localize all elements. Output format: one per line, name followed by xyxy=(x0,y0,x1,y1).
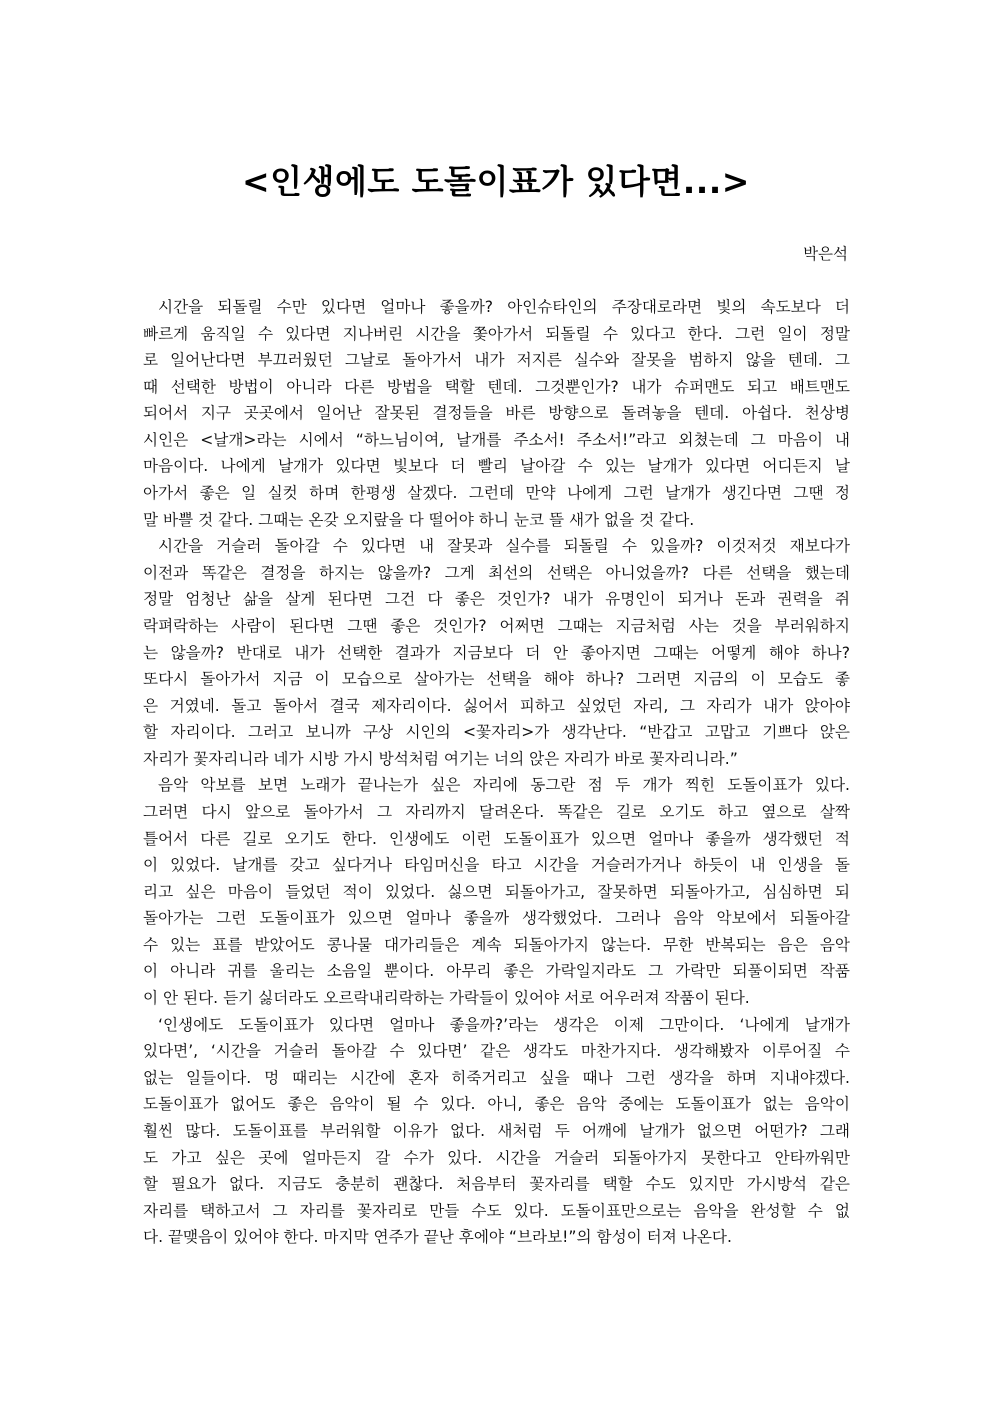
essay-body xyxy=(143,294,850,1251)
text-line: 시간을 되돌릴 수만 있다면 얼마나 좋을까? 아인슈타인의 주장대로라면 빛의 속도보다 더 xyxy=(158,298,850,316)
text-line: 도돌이표가 없어도 좋은 음악이 될 수 있다. 아니, 좋은 음악 중에는 도돌이표가 없는 음악이 xyxy=(143,1095,850,1114)
text-line: 틀어서 다른 길로 오기도 한다. 인생에도 이런 도돌이표가 있으면 얼마나 좋을까 생각했던 적 xyxy=(143,829,850,848)
text-line: 또다시 돌아가서 지금 이 모습으로 살아가는 선택을 해야 하나? 그러면 지금의 이 모습도 좋 xyxy=(143,670,850,689)
text-line: ‘인생에도 도돌이표가 있다면 얼마나 좋을까?’라는 생각은 이제 그만이다. ‘나에게 날개가 xyxy=(158,1015,850,1034)
text-line: 있다면’, ‘시간을 거슬러 돌아갈 수 있다면’ 같은 생각도 마찬가지다. 생각해봤자 이루어질 수 xyxy=(143,1042,850,1061)
text-line: 이전과 똑같은 결정을 하지는 않을까? 그게 최선의 선택은 아니었을까? 다른 선택을 했는데 xyxy=(143,563,850,582)
text-line: 할 필요가 없다. 지금도 충분히 괜찮다. 처음부터 꽃자리를 택할 수도 있지만 가시방석 같은 xyxy=(143,1175,850,1194)
text-line: 그러면 다시 앞으로 돌아가서 그 자리까지 달려온다. 똑같은 길로 오기도 하고 옆으로 살짝 xyxy=(143,802,850,821)
text-line: 할 자리이다. 그러고 보니까 구상 시인의 <꽃자리>가 생각난다. “반갑고 고맙고 기쁘다 앉은 xyxy=(143,723,850,742)
text-line: 수 있는 표를 받았어도 콩나물 대가리들은 계속 되돌아가지 않는다. 무한 반복되는 음은 음악 xyxy=(143,935,850,954)
text-line: 음악 악보를 보면 노래가 끝나는가 싶은 자리에 동그란 점 두 개가 찍힌 도돌이표가 있다. xyxy=(158,776,850,795)
text-line: 아가서 좋은 일 실컷 하며 한평생 살겠다. 그런데 만약 나에게 그런 날개가 생긴다면 그땐 정 xyxy=(143,484,850,503)
text-line: 자리를 택하고서 그 자리를 꽃자리로 만들 수도 있다. 도돌이표만으로는 음악을 완성할 수 없 xyxy=(143,1201,850,1220)
text-line: 시인은 <날개>라는 시에서 “하느님이여, 날개를 주소서! 주소서!”라고 외쳤는데 그 마음이 내 xyxy=(143,430,850,449)
text-line: 없는 일들이다. 멍 때리는 시간에 혼자 히죽거리고 싶을 때나 그런 생각을 하며 지내야겠다. xyxy=(143,1068,850,1087)
text-line: 리고 싶은 마음이 들었던 적이 있었다. 싫으면 되돌아가고, 잘못하면 되돌아가고, 심심하면 되 xyxy=(143,882,850,901)
text-line: 때 선택한 방법이 아니라 다른 방법을 택할 텐데. 그것뿐인가? 내가 슈퍼맨도 되고 배트맨도 xyxy=(143,377,850,396)
text-line: 자리가 꽃자리니라 네가 시방 가시 방석처럼 여기는 너의 앉은 자리가 바로 꽃자리니라.” xyxy=(143,749,738,768)
text-line: 정말 엄청난 삶을 살게 된다면 그건 다 좋은 것인가? 내가 유명인이 되거나 돈과 권력을 쥐 xyxy=(143,590,850,609)
text-line: 이 아니라 귀를 울리는 소음일 뿐이다. 아무리 좋은 가락일지라도 그 가락만 되풀이되면 작품 xyxy=(143,962,850,981)
text-line: 다. 끝맺음이 있어야 한다. 마지막 연주가 끝난 후에야 “브라보!”의 함성이 터져 나온다. xyxy=(143,1228,732,1247)
author-name: 박은석 xyxy=(803,245,848,263)
text-line: 되어서 지구 곳곳에서 일어난 잘못된 결정들을 바른 방향으로 돌려놓을 텐데. 아쉽다. 천상병 xyxy=(143,404,850,423)
text-line: 로 일어난다면 부끄러웠던 그날로 돌아가서 내가 저지른 실수와 잘못을 범하지 않을 텐데. 그 xyxy=(143,351,850,370)
text-line: 훨씬 많다. 도돌이표를 부러워할 이유가 없다. 새처럼 두 어깨에 날개가 없으면 어떤가? 그래 xyxy=(143,1121,850,1140)
text-line: 이 있었다. 날개를 갖고 싶다거나 타임머신을 타고 시간을 거슬러가거나 하듯이 내 인생을 돌 xyxy=(143,856,850,875)
text-line: 말 바쁠 것 같다. 그때는 온갖 오지랖을 다 떨어야 하니 눈코 뜰 새가 없을 것 같다. xyxy=(143,510,695,529)
text-line: 마음이다. 나에게 날개가 있다면 빛보다 더 빨리 날아갈 수 있는 날개가 있다면 어디든지 날 xyxy=(143,457,850,476)
text-line: 는 않을까? 반대로 내가 선택한 결과가 지금보다 더 안 좋아지면 그때는 어떻게 해야 하나? xyxy=(143,643,850,662)
text-line: 락펴락하는 사람이 된다면 그땐 좋은 것인가? 어쩌면 그때는 지금처럼 사는 것을 부러워하지 xyxy=(143,616,850,635)
text-line: 은 거였네. 돌고 돌아서 결국 제자리이다. 싫어서 피하고 싶었던 자리, 그 자리가 내가 앉아야 xyxy=(143,696,850,715)
text-line: 이 안 된다. 듣기 싫더라도 오르락내리락하는 가락들이 있어야 서로 어우러져 작품이 된다. xyxy=(143,989,750,1008)
text-line: 도 가고 싶은 곳에 얼마든지 갈 수가 있다. 시간을 거슬러 되돌아가지 못한다고 안타까워만 xyxy=(143,1148,850,1167)
document-title: <인생에도 도돌이표가 있다면...> xyxy=(242,162,750,201)
text-line: 시간을 거슬러 돌아갈 수 있다면 내 잘못과 실수를 되돌릴 수 있을까? 이것저것 재보다가 xyxy=(158,537,850,556)
text-line: 빠르게 움직일 수 있다면 지나버린 시간을 쫓아가서 되돌릴 수 있다고 한다. 그런 일이 정말 xyxy=(143,324,850,343)
text-line: 돌아가는 그런 도돌이표가 있으면 얼마나 좋을까 생각했었다. 그러나 음악 악보에서 되돌아갈 xyxy=(143,909,850,928)
